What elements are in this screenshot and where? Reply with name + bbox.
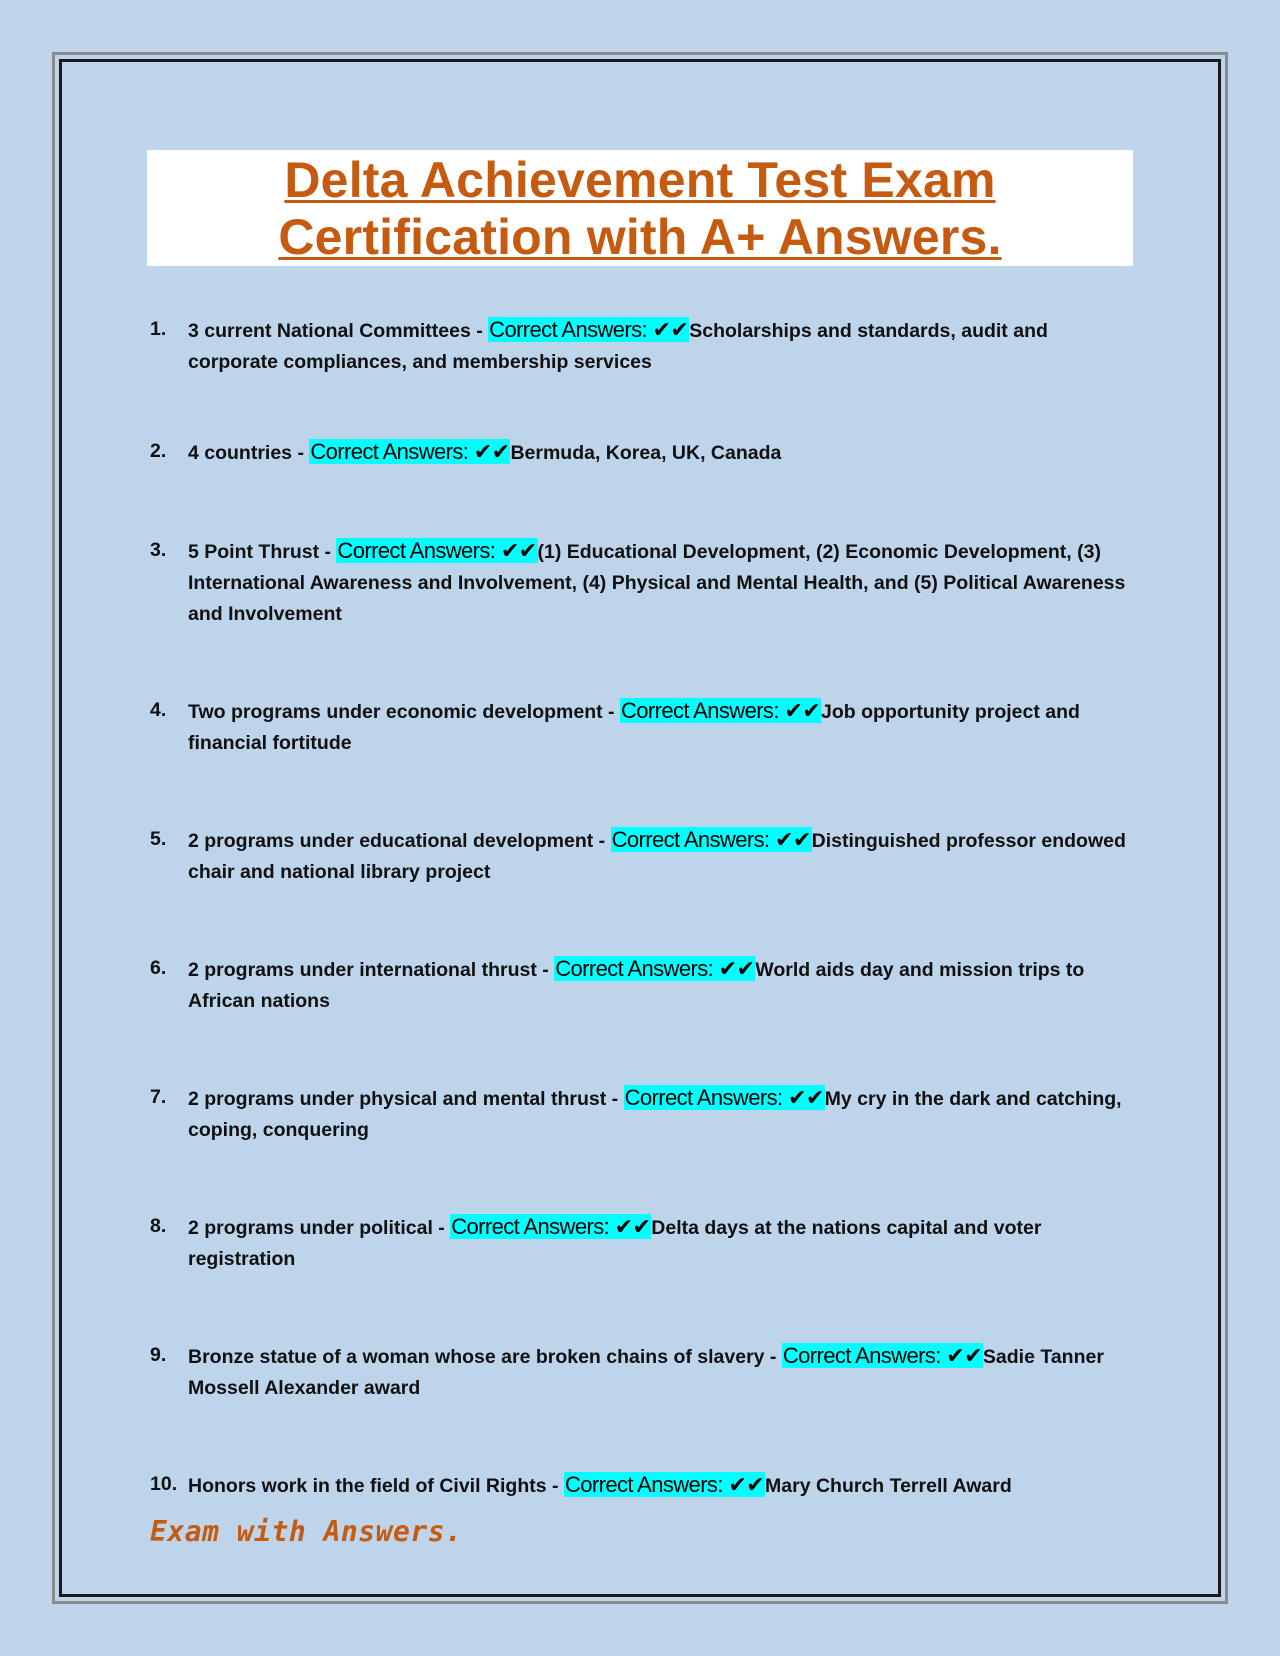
qa-item-3: [150, 535, 1130, 630]
qa-item-9: [150, 1340, 1130, 1404]
correct-answer-label: Correct Answers: ✔✔: [564, 1472, 765, 1497]
qa-item-6: [150, 953, 1130, 1017]
qa-answer: Scholarships and standards, audit and corporate compliances, and membership services: [188, 320, 1048, 373]
qa-question: 5 Point Thrust -: [188, 541, 337, 563]
qa-number: 7.: [150, 1086, 167, 1108]
qa-answer: (1) Educational Development, (2) Economic Development, (3) International Awareness and Involvement, (4) Physical and Mental Health, and (5) Political Awareness and Involvement: [188, 541, 1126, 625]
qa-number: 1.: [150, 318, 167, 340]
qa-answer: Distinguished professor endowed chair and national library project: [188, 830, 1126, 883]
qa-item-4: [150, 695, 1130, 759]
correct-answer-label: Correct Answers: ✔✔: [611, 827, 811, 852]
correct-answer-label: Correct Answers: ✔✔: [310, 439, 510, 464]
qa-number: 6.: [150, 957, 167, 979]
footer-brand-text: Exam with Answers.: [150, 1515, 463, 1548]
qa-answer: Mary Church Terrell Award: [765, 1475, 1012, 1497]
qa-number: 10.: [150, 1473, 178, 1495]
qa-answer: Job opportunity project and financial fortitude: [188, 701, 1080, 754]
qa-item-8: [150, 1211, 1130, 1275]
qa-question: 4 countries -: [188, 442, 310, 464]
correct-answer-label: Correct Answers: ✔✔: [555, 956, 755, 981]
correct-answer-label: Correct Answers: ✔✔: [624, 1085, 824, 1110]
qa-list: [150, 314, 1130, 1502]
qa-number: 3.: [150, 539, 167, 561]
qa-question: 2 programs under international thrust -: [188, 959, 555, 981]
qa-number: 9.: [150, 1344, 167, 1366]
qa-question: 2 programs under physical and mental thrust -: [188, 1088, 624, 1110]
qa-number: 5.: [150, 828, 167, 850]
qa-question: 2 programs under political -: [188, 1217, 451, 1239]
qa-answer: My cry in the dark and catching, coping, conquering: [188, 1088, 1122, 1141]
correct-answer-label: Correct Answers: ✔✔: [620, 698, 821, 723]
correct-answer-label: Correct Answers: ✔✔: [782, 1343, 982, 1368]
qa-item-1: [150, 314, 1130, 378]
qa-number: 8.: [150, 1215, 167, 1237]
qa-item-5: [150, 824, 1130, 888]
correct-answer-label: Correct Answers: ✔✔: [451, 1214, 651, 1239]
correct-answer-label: Correct Answers: ✔✔: [337, 538, 537, 563]
correct-answer-label: Correct Answers: ✔✔: [489, 317, 689, 342]
qa-number: 2.: [150, 440, 167, 462]
title-line-2: Certification with A+ Answers.: [278, 209, 1002, 265]
title-box: [147, 150, 1133, 266]
qa-question: Two programs under economic development -: [188, 701, 620, 723]
qa-item-7: [150, 1082, 1130, 1146]
qa-answer: Sadie Tanner Mossell Alexander award: [188, 1346, 1104, 1399]
qa-answer: World aids day and mission trips to African nations: [188, 959, 1085, 1012]
qa-item-10: [150, 1469, 1130, 1502]
qa-question: 2 programs under educational development -: [188, 830, 611, 852]
qa-item-2: [150, 436, 1130, 469]
qa-question: 3 current National Committees -: [188, 320, 489, 342]
qa-answer: Bermuda, Korea, UK, Canada: [510, 442, 782, 464]
qa-question: Bronze statue of a woman whose are broken chains of slavery -: [188, 1346, 782, 1368]
qa-number: 4.: [150, 699, 167, 721]
title-line-1: Delta Achievement Test Exam: [284, 152, 996, 208]
qa-answer: Delta days at the nations capital and voter registration: [188, 1217, 1042, 1270]
qa-question: Honors work in the field of Civil Rights -: [188, 1475, 564, 1497]
